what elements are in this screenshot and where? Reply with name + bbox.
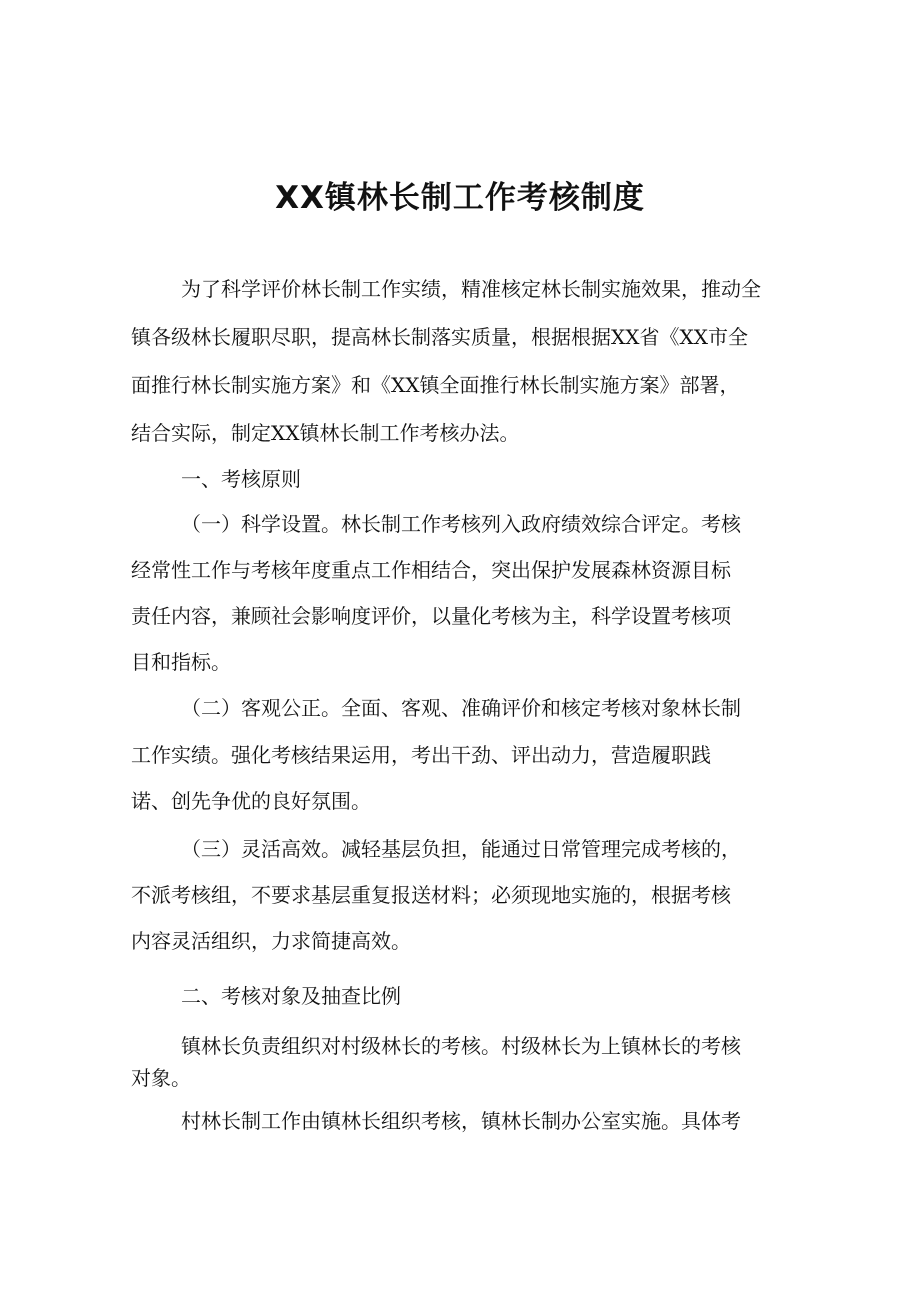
paragraph-line: 责任内容，兼顾社会影响度评价，以量化考核为主，科学设置考核项 [131,604,731,628]
paragraph-line: 镇林长负责组织对村级林长的考核。村级林长为上镇林长的考核 [181,1034,741,1058]
paragraph-line: 镇各级林长履职尽职，提高林长制落实质量，根据根据XX省《XX市全 [131,325,748,349]
paragraph-line: 村林长制工作由镇林长组织考核，镇林长制办公室实施。具体考 [181,1109,741,1133]
paragraph-line: 经常性工作与考核年度重点工作相结合，突出保护发展森林资源目标 [131,558,731,582]
paragraph-line: 诺、创先争优的良好氛围。 [131,789,371,813]
paragraph-line: （一）科学设置。林长制工作考核列入政府绩效综合评定。考核 [181,512,741,536]
paragraph-line: 不派考核组，不要求基层重复报送材料；必须现地实施的，根据考核 [131,883,731,907]
paragraph-line: 为了科学评价林长制工作实绩，精准核定林长制实施效果，推动全 [181,277,761,301]
paragraph-line: （二）客观公正。全面、客观、准确评价和核定考核对象林长制 [181,696,741,720]
paragraph-line: 工作实绩。强化考核结果运用，考出干劲、评出动力，营造履职践 [131,743,711,767]
section-heading: 二、考核对象及抽查比例 [181,984,401,1008]
paragraph-line: （三）灵活高效。减轻基层负担，能通过日常管理完成考核的， [181,837,741,861]
paragraph-line: 结合实际，制定XX镇林长制工作考核办法。 [131,421,520,445]
section-heading: 一、考核原则 [181,467,301,491]
paragraph-line: 对象。 [131,1066,191,1090]
document-title: XX镇林长制工作考核制度 [275,180,645,216]
paragraph-line: 目和指标。 [131,650,231,674]
paragraph-line: 内容灵活组织，力求简捷高效。 [131,929,411,953]
paragraph-line: 面推行林长制实施方案》和《XX镇全面推行林长制实施方案》部署， [131,373,740,397]
